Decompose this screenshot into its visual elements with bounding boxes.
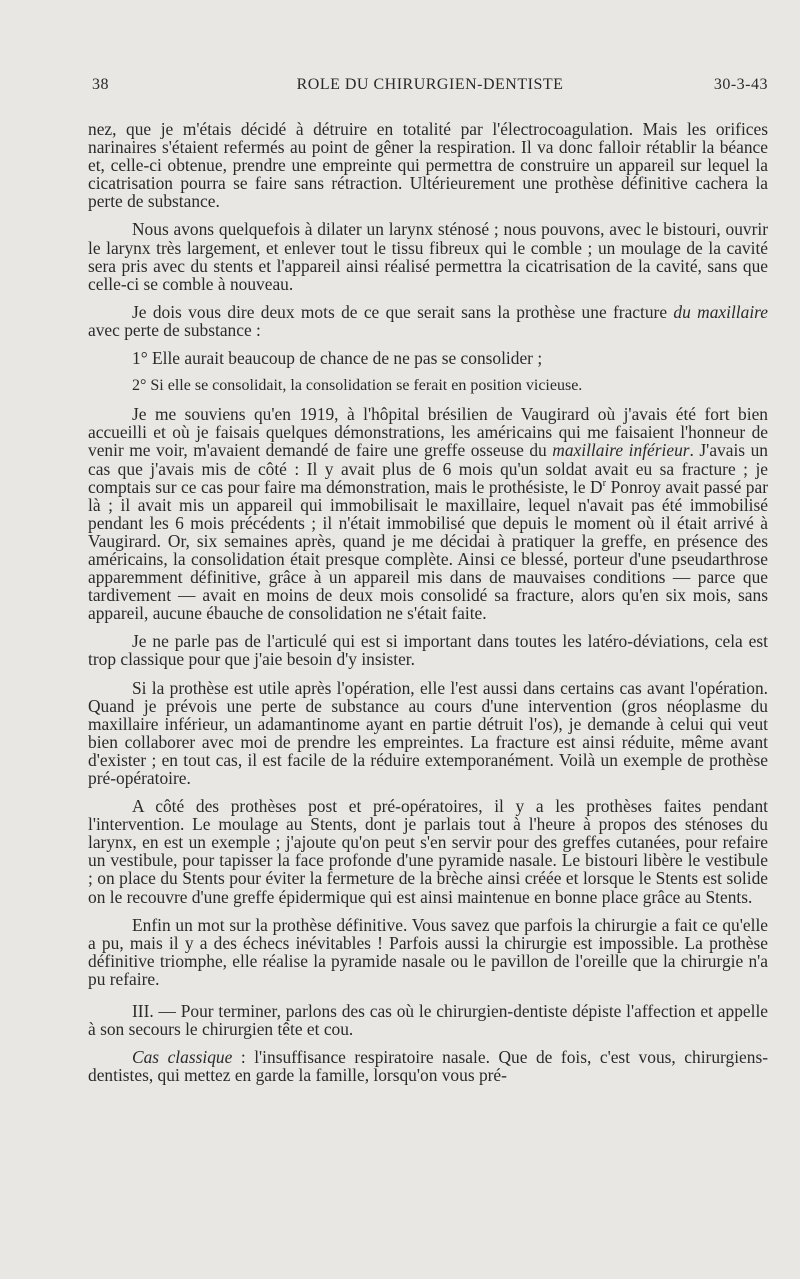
paragraph-section-iii: III. — Pour terminer, parlons des cas où le chirurgien-dentiste dépiste l'affection et appelle à son secours le chirurgien tête et cou. <box>88 1001 768 1040</box>
paragraph-stents: A côté des prothèses post et pré-opératoires, il y a les prothèses faites pendant l'intervention. Le moulage au Stents, dont je parlais tout à l'heure à propos des sténoses du larynx, en est un exemple ; j'ajoute qu'on peut s'en servir pour des greffes cutanées, pour refaire un vestibule, pour tapisser la face profonde d'une pyramide nasale. Le bistouri libère le vestibule ; on place du Stents pour éviter la fermeture de la brèche ainsi créée et lorsque le Stents est solide on le recouvre d'une greffe épidermique qui est ainsi maintenue en bonne place grâce au Stents. <box>88 796 768 907</box>
paragraph-larynx: Nous avons quelquefois à dilater un larynx sténosé ; nous pouvons, avec le bistouri, ouvrir le larynx très largement, et enlever tout le tissu fibreux qui le comble ; un moulage de la cavité sera pris avec du stents et l'appareil ainsi réalisé permettra la cicatrisation de la cavité, sans que celle-ci se comble à nouveau. <box>88 219 768 294</box>
list-item-1: 1° Elle aurait beaucoup de chance de ne pas se consolider ; <box>132 348 543 369</box>
superscript: r <box>602 477 607 489</box>
paragraph-preoperatoire: Si la prothèse est utile après l'opération, elle l'est aussi dans certains cas avant l'opération. Quand je prévois une perte de substance au cours d'une intervention (gros néoplasme du maxillaire inférieur, un adamantinome ayant en partie détruit l'os), je demande à celui qui veut bien collaborer avec moi de prendre les empreintes. La fracture est ainsi réduite, même avant d'exister ; en tout cas, il est facile de la réduire extemporanément. Voilà un exemple de prothèse pré-opératoire. <box>88 677 768 788</box>
text-run: Ponroy avait passé par là ; il avait mis un appareil qui immobilisait le maxillaire, lequel n'avait pas été immobilisé pendant les 6 mois précédents ; il n'était immobilisé que depuis le moment où il était arrivé à Vaugirard. Or, six semaines après, quand je me décidai à pratiquer la greffe, en présence des américains, la consolidation était presque complète. Ainsi ce blessé, porteur d'une pseudarthrose apparemment définitive, grâce à un appareil mis dans de mauvaises conditions — parce que tardivement — avait en moins de deux mois consolidé sa fracture, alors qu'en six mois, sans appareil, aucune ébauche de consolidation ne s'était faite. <box>88 476 768 624</box>
italic-run: du maxillaire <box>673 301 768 322</box>
text-run: avec perte de substance : <box>88 319 261 340</box>
paragraph-fracture-intro <box>88 303 768 339</box>
text-run: : l'insuffisance respiratoire nasale. Que de fois, c'est vous, chirurgiens-dentistes, qui mettez en garde la famille, lorsqu'on vous pré- <box>88 1047 768 1086</box>
paragraph-continued: nez, que je m'étais décidé à détruire en totalité par l'électrocoagulation. Mais les orifices narinaires s'étaient refermés au point de gêner la respiration. Il va donc falloir rétablir la béance et, celle-ci obtenue, prendre une empreinte qui permettra de construire un appareil sur lequel la cicatrisation pourra se faire sans rétraction. Ultérieurement une prothèse définitive cachera la perte de substance. <box>88 119 768 212</box>
running-title: ROLE DU CHIRURGIEN-DENTISTE <box>296 76 564 93</box>
paragraph-cas-classique <box>88 1048 768 1084</box>
header-date: 30-3-43 <box>713 76 768 93</box>
paragraph-1919 <box>88 405 768 622</box>
page-number: 38 <box>92 76 109 93</box>
paragraph-articule: Je ne parle pas de l'articulé qui est si important dans toutes les latéro-déviations, cela est trop classique pour que j'aie besoin d'y insister. <box>88 631 768 670</box>
body-text <box>88 120 768 1084</box>
italic-run: Cas classique <box>132 1047 233 1068</box>
italic-run: maxillaire inférieur <box>552 440 690 461</box>
paragraph-definitive: Enfin un mot sur la prothèse définitive. Vous savez que parfois la chirurgie a fait ce qu'elle a pu, mais il y a des échecs inévitables ! Parfois aussi la chirurgie est impossible. La prothèse définitive triomphe, elle réalise la pyramide nasale ou le pavillon de l'oreille que la chirurgie n'a pu refaire. <box>88 914 768 989</box>
text-run: Je dois vous dire deux mots de ce que serait sans la prothèse une fracture <box>132 301 674 322</box>
list-item-2: 2° Si elle se consolidait, la consolidation se ferait en position vicieuse. <box>132 377 583 395</box>
text-run: . J'avais un cas que j'avais mis de côté : Il y avait plus de 6 mois qu'un soldat avait eu sa fracture ; je comptais sur ce cas pour faire ma démonstration, mais le prothésiste, le D <box>88 440 768 497</box>
text-run: Je me souviens qu'en 1919, à l'hôpital brésilien de Vaugirard où j'avais été fort bien accueilli et où je faisais quelques démonstrations, les américains qui me faisaient l'honneur de venir me voir, m'avaient demandé de faire une greffe osseuse du <box>88 404 768 461</box>
